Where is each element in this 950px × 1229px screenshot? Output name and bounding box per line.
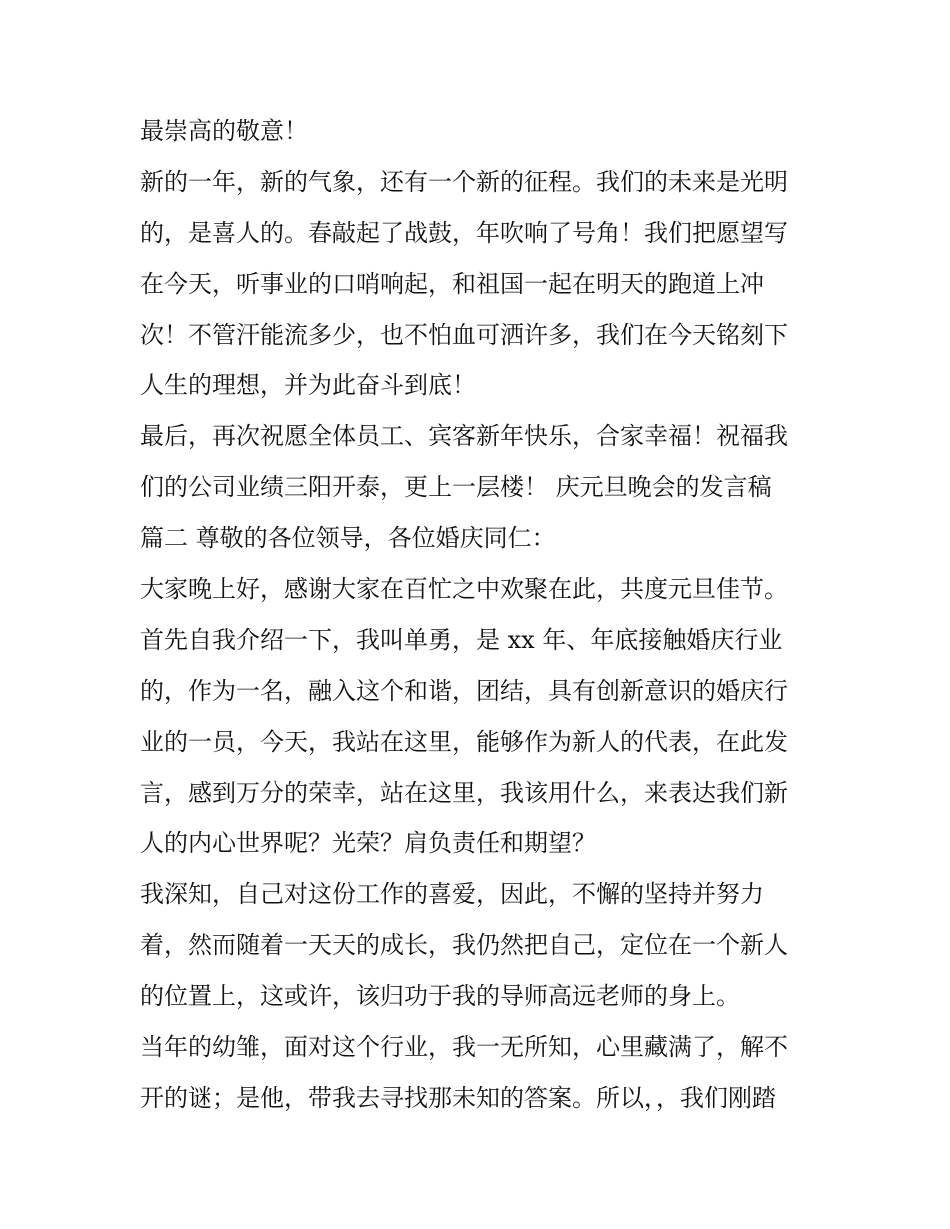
- text-line: 首先自我介绍一下，我叫单勇，是 xx 年、年底接触婚庆行业: [140, 625, 783, 654]
- text-line: 的，作为一名，融入这个和谐，团结，具有创新意识的婚庆行: [140, 676, 788, 705]
- text-line: 最后，再次祝愿全体员工、宾客新年快乐，合家幸福！祝福我: [140, 422, 788, 451]
- text-line: 人的内心世界呢？光荣？肩负责任和期望？: [140, 829, 596, 858]
- text-line: 篇二 尊敬的各位领导，各位婚庆同仁：: [140, 524, 556, 553]
- text-line: 人生的理想，并为此奋斗到底！: [140, 371, 476, 400]
- text-line: 开的谜；是他，带我去寻找那未知的答案。所以，，我们刚踏: [140, 1083, 776, 1112]
- text-line: 在今天，听事业的口哨响起，和祖国一起在明天的跑道上冲: [140, 269, 764, 298]
- text-line: 当年的幼雏，面对这个行业，我一无所知，心里藏满了，解不: [140, 1033, 788, 1062]
- text-line: 的，是喜人的。春敲起了战鼓，年吹响了号角！我们把愿望写: [140, 218, 788, 247]
- text-line: 大家晚上好，感谢大家在百忙之中欢聚在此，共度元旦佳节。: [140, 575, 788, 604]
- speech-text: [140, 106, 820, 1124]
- text-line: 业的一员，今天，我站在这里，能够作为新人的代表，在此发: [140, 727, 788, 756]
- text-line: 们的公司业绩三阳开泰，更上一层楼！ 庆元旦晚会的发言稿: [140, 473, 772, 502]
- text-line: 最崇高的敬意！: [140, 117, 308, 145]
- text-line: 言，感到万分的荣幸，站在这里，我该用什么，来表达我们新: [140, 778, 788, 807]
- text-line: 新的一年，新的气象，还有一个新的征程。我们的未来是光明: [140, 167, 788, 196]
- text-line: 次！不管汗能流多少，也不怕血可洒许多，我们在今天铭刻下: [140, 320, 788, 349]
- text-line: 我深知，自己对这份工作的喜爱，因此，不懈的坚持并努力: [140, 880, 764, 909]
- text-line: 的位置上，这或许，该归功于我的导师高远老师的身上。: [140, 982, 740, 1011]
- text-line: 着，然而随着一天天的成长，我仍然把自己，定位在一个新人: [140, 931, 788, 960]
